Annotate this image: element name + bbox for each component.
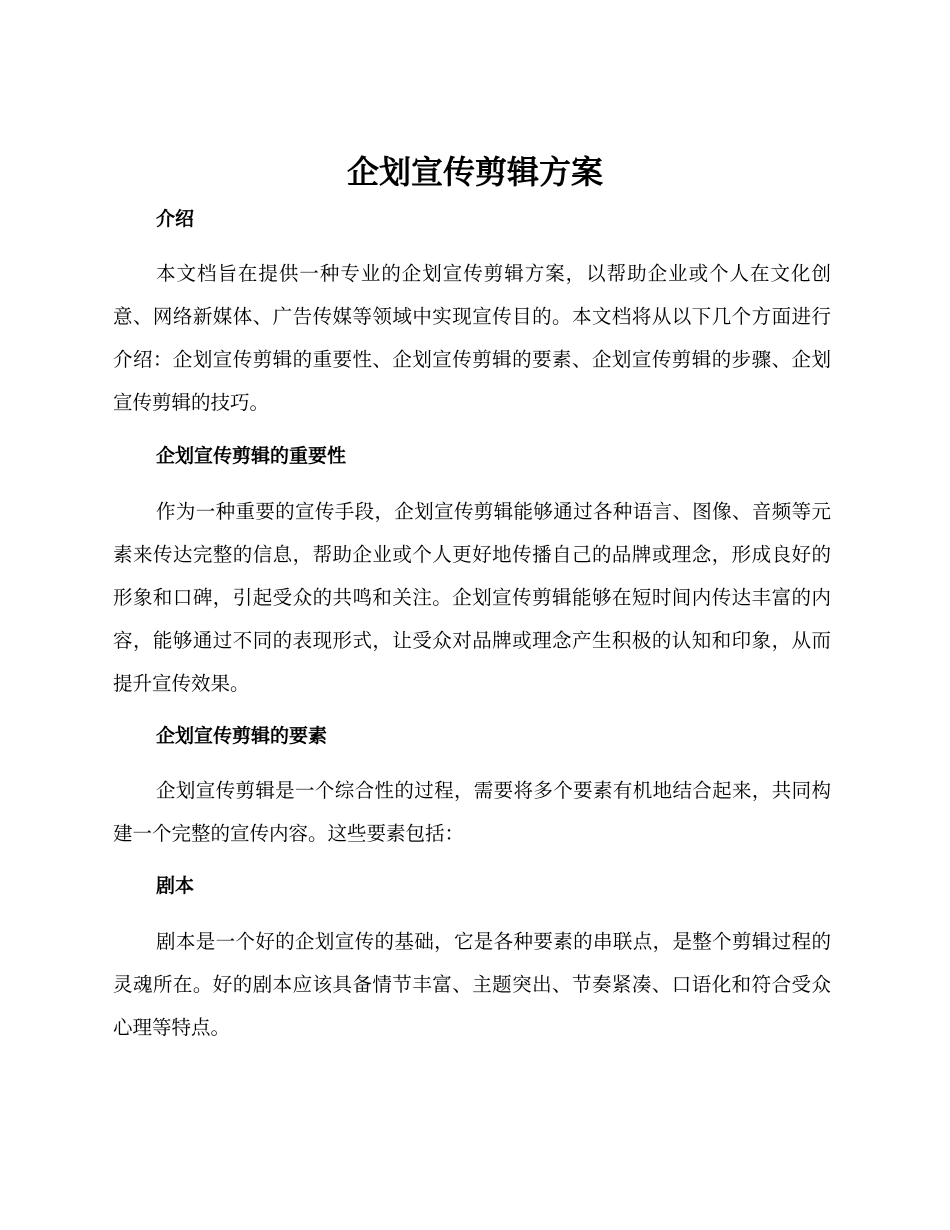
section-heading-script: 剧本 [156, 875, 195, 897]
section-heading-elements: 企划宣传剪辑的要素 [156, 725, 328, 747]
section-paragraph-script: 剧本是一个好的企划宣传的基础，它是各种要素的串联点，是整个剪辑过程的灵魂所在。好的剧本应该具备情节丰富、主题突出、节奏紧凑、口语化和符合受众心理等特点。 [113, 930, 831, 1039]
section-paragraph-importance: 作为一种重要的宣传手段，企划宣传剪辑能够通过各种语言、图像、音频等元素来传达完整的信息，帮助企业或个人更好地传播自己的品牌或理念，形成良好的形象和口碑，引起受众的共鸣和关注。企划宣传剪辑能够在短时间内传达丰富的内容，能够通过不同的表现形式，让受众对品牌或理念产生积极的认知和印象，从而提升宣传效果。 [113, 500, 831, 695]
section-heading-importance: 企划宣传剪辑的重要性 [156, 445, 347, 467]
section-paragraph-intro: 本文档旨在提供一种专业的企划宣传剪辑方案，以帮助企业或个人在文化创意、网络新媒体、广告传媒等领域中实现宣传目的。本文档将从以下几个方面进行介绍：企划宣传剪辑的重要性、企划宣传剪辑的要素、企划宣传剪辑的步骤、企划宣传剪辑的技巧。 [113, 262, 831, 414]
section-paragraph-elements: 企划宣传剪辑是一个综合性的过程，需要将多个要素有机地结合起来，共同构建一个完整的宣传内容。这些要素包括： [113, 779, 831, 845]
section-heading-intro: 介绍 [156, 208, 195, 230]
document-title: 企划宣传剪辑方案 [346, 153, 603, 191]
